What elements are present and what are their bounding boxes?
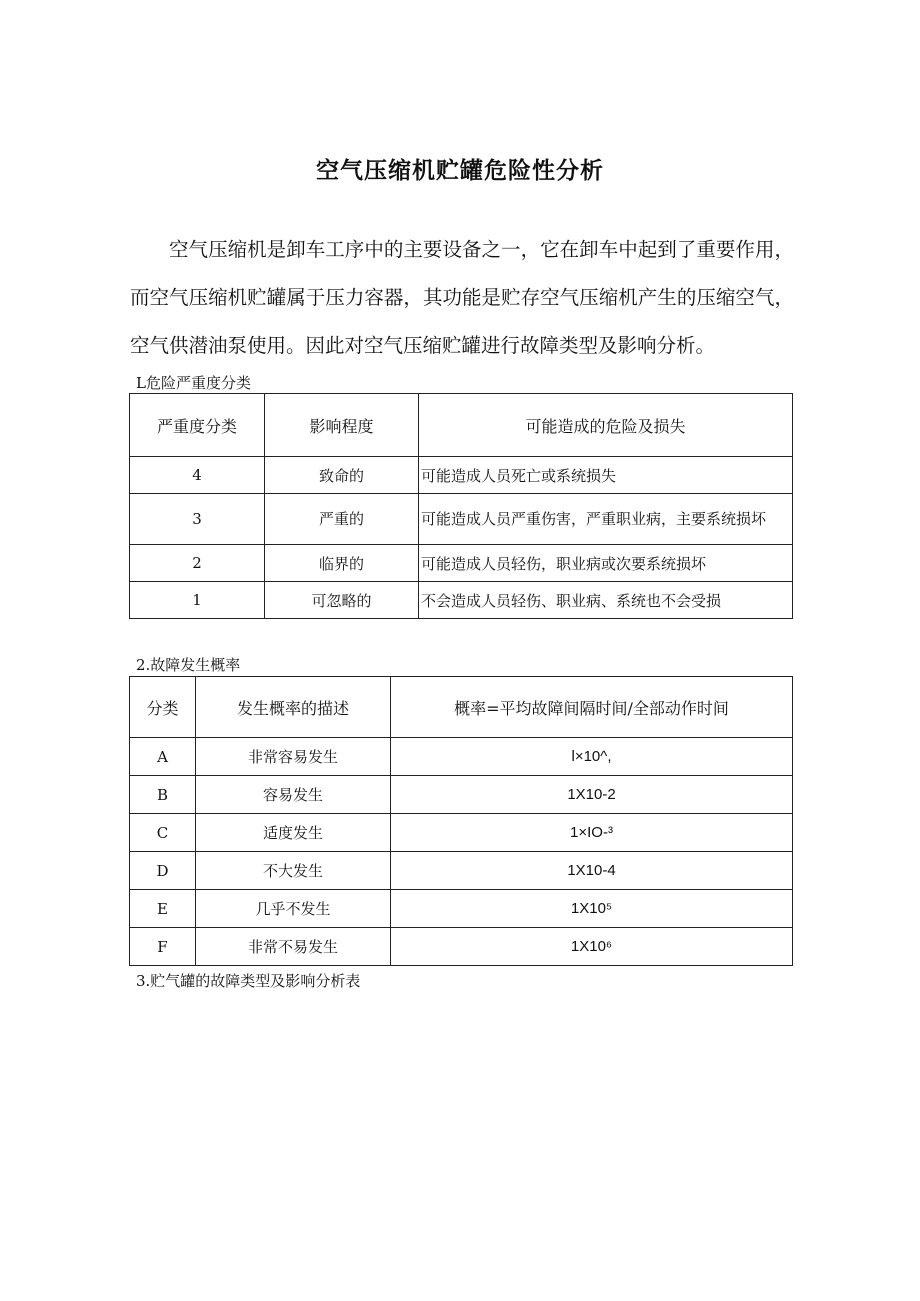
table-row [130,890,793,928]
probability-description: 几乎不发生 [196,890,391,928]
severity-table [129,393,793,619]
probability-value: 1X10⁶ [391,928,793,966]
table-row [130,776,793,814]
severity-header-row [130,394,793,457]
table-row [130,545,793,582]
probability-class: A [130,738,196,776]
possible-loss: 可能造成人员死亡或系统损失 [419,457,793,494]
probability-value: 1×IO-³ [391,814,793,852]
table-row [130,494,793,545]
possible-loss: 可能造成人员轻伤，职业病或次要系统损坏 [419,545,793,582]
severity-level: 3 [130,494,265,545]
probability-description: 容易发生 [196,776,391,814]
section1-caption: L危险严重度分类 [136,374,251,392]
header-impact-level: 影响程度 [265,394,419,457]
probability-value: 1X10-4 [391,852,793,890]
severity-level: 2 [130,545,265,582]
header-possible-loss: 可能造成的危险及损失 [419,394,793,457]
header-probability: 概率=平均故障间隔时间/全部动作时间 [391,677,793,738]
page-title: 空气压缩机贮罐危险性分析 [316,158,604,184]
table-row [130,852,793,890]
probability-class: D [130,852,196,890]
table-row [130,738,793,776]
probability-value: 1X10-2 [391,776,793,814]
probability-class: F [130,928,196,966]
probability-description: 非常容易发生 [196,738,391,776]
header-class: 分类 [130,677,196,738]
probability-description: 适度发生 [196,814,391,852]
table-row [130,928,793,966]
impact-level: 临界的 [265,545,419,582]
section3-caption: 3.贮气罐的故障类型及影响分析表 [136,972,361,990]
possible-loss: 可能造成人员严重伤害，严重职业病，主要系统损坏 [419,494,793,545]
impact-level: 致命的 [265,457,419,494]
probability-class: B [130,776,196,814]
probability-class: E [130,890,196,928]
table-row [130,814,793,852]
intro-paragraph: 空气压缩机是卸车工序中的主要设备之一，它在卸车中起到了重要作用，而空气压缩机贮罐属于压力容器，其功能是贮存空气压缩机产生的压缩空气，空气供潜油泵使用。因此对空气压缩贮罐进行故障类型及影响分析。 [130,238,794,357]
probability-value: l×10^, [391,738,793,776]
impact-level: 可忽略的 [265,582,419,619]
table-row [130,457,793,494]
probability-description: 不大发生 [196,852,391,890]
probability-class: C [130,814,196,852]
probability-table [129,676,793,966]
probability-header-row [130,677,793,738]
table-row [130,582,793,619]
severity-level: 4 [130,457,265,494]
header-severity-class: 严重度分类 [130,394,265,457]
probability-description: 非常不易发生 [196,928,391,966]
probability-value: 1X10⁵ [391,890,793,928]
severity-level: 1 [130,582,265,619]
header-description: 发生概率的描述 [196,677,391,738]
impact-level: 严重的 [265,494,419,545]
possible-loss: 不会造成人员轻伤、职业病、系统也不会受损 [419,582,793,619]
section2-caption: 2.故障发生概率 [136,656,241,674]
